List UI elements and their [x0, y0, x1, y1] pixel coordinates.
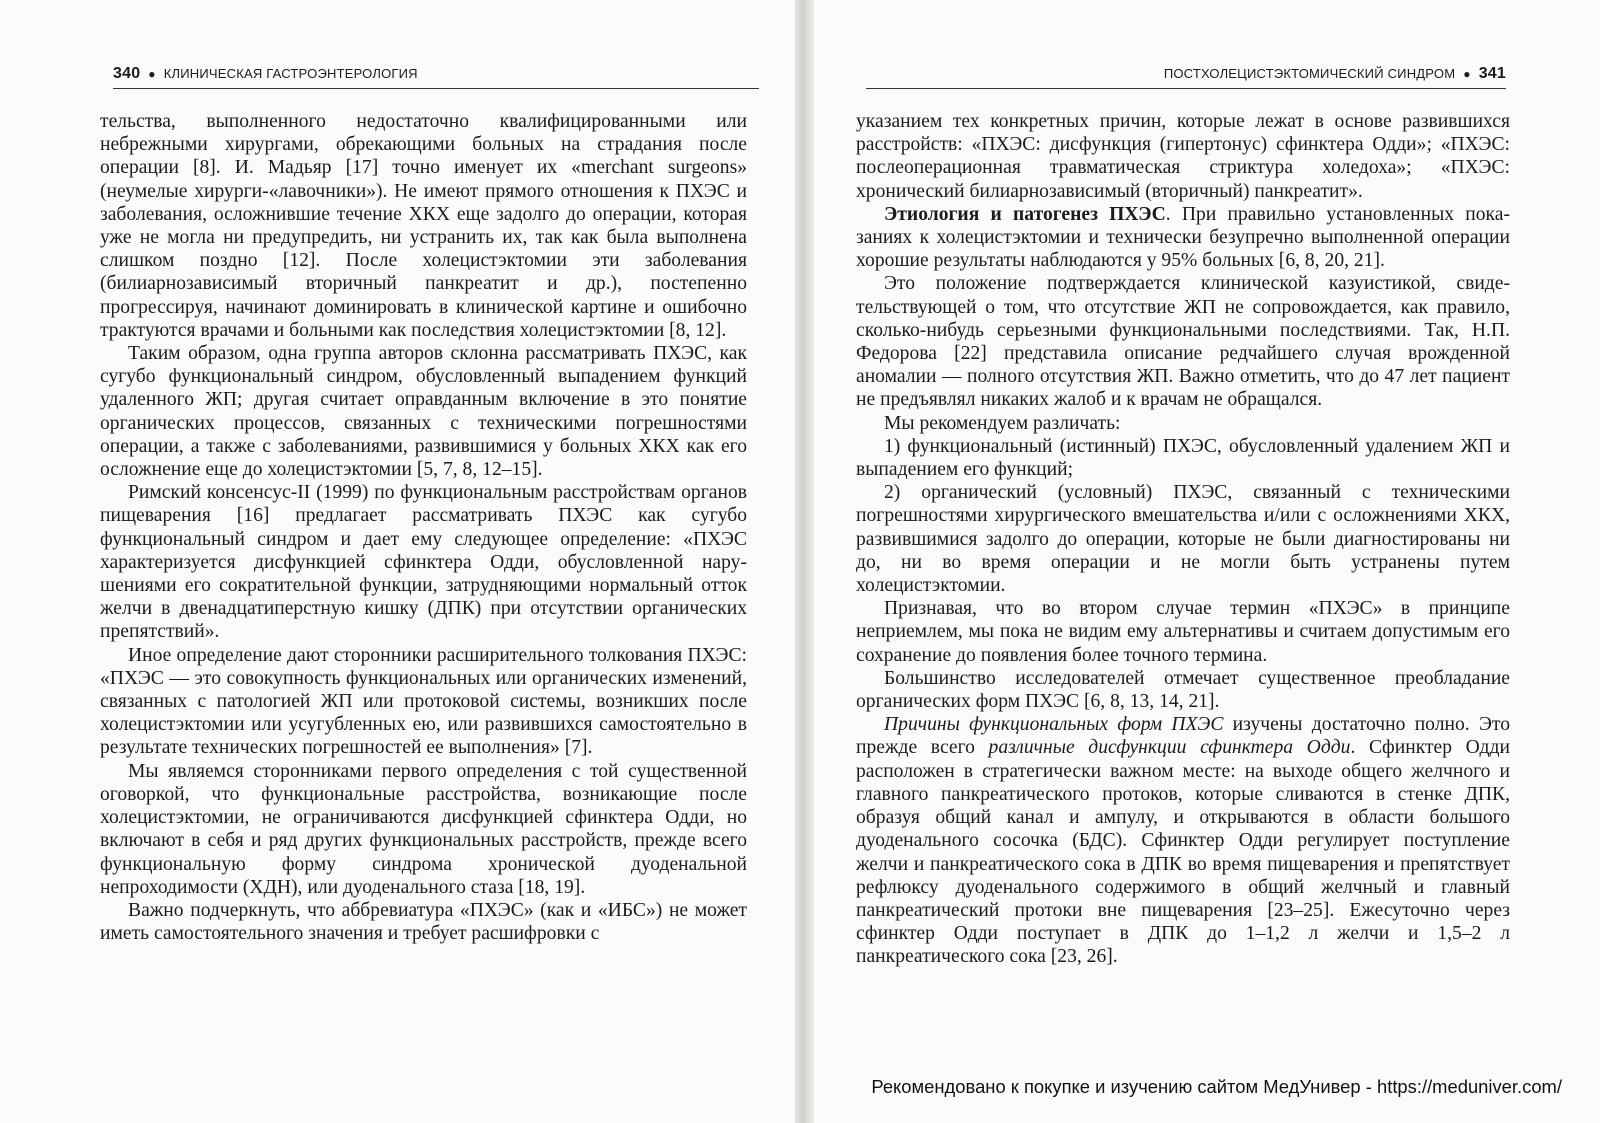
paragraph [856, 713, 1510, 968]
italic-phrase: Причины функциональных форм ПХЭС [884, 714, 1224, 736]
left-body-text [100, 110, 747, 945]
list-item: 1) функциональный (истинный) ПХЭС, обусловленный удалением ЖП и выпадением его функций; [856, 435, 1510, 481]
right-running-head [866, 58, 1506, 89]
right-page [814, 0, 1600, 1123]
book-gutter [795, 0, 814, 1123]
paragraph-text: . Сфинктер Одди расположен в стратегически важном месте: на выходе общего желчного и главного панкреатического протоков, которые сливаются в стенке ДПК, образуя общий канал и ампулу, и открываются в области большого дуоденального сосочка (БДС). Сфинктер Одди регулирует поступление желчи и панкреатического сока в ДПК во время пищеварения и препятствует рефлюксу дуоденального содержимого в общий желчный и главный панкреатический протоки вне пищеварения [23–25]. Ежесуточно через сфинктер Одди поступает в ДПК до 1–1,2 л желчи и 1,5–2 л панкреатического сока [23, 26]. [856, 737, 1510, 968]
paragraph [856, 203, 1510, 273]
paragraph: Мы являемся сторонниками первого определения с той существенной оговоркой, что функциональные расстройства, возникающие после холецистэктомии, не ограничиваются дисфункцией сфинктера Одди, но включают в себя и ряд других функциональных расстройств, прежде всего функциональную форму синдрома хронической дуоденальной непроходимости (ХДН), или дуоденального стаза [18, 19]. [100, 760, 747, 898]
header-bullet: ● [148, 67, 156, 81]
left-page [0, 0, 795, 1123]
list-item: 2) органический (условный) ПХЭС, связанный с техническими погрешностями хирургического вмешательства и/или с осложнениями ХКХ, развившимися задолго до операции, которые не были диагностированы ни до, ни во время операции и не могли быть устранены путем холецистэктомии. [856, 482, 1510, 597]
paragraph: Признавая, что во втором случае термин «ПХЭС» в принципе неприемлем, мы пока не видим ему альтернативы и считаем допустимым его сохранение до появления более точного термина. [856, 598, 1510, 666]
left-page-number: 340 [113, 65, 141, 82]
right-page-number: 341 [1478, 65, 1506, 82]
paragraph: Большинство исследователей отмечает существенное преобладание органических форм ПХЭС [6, 8, 13, 14, 21]. [856, 667, 1510, 713]
paragraph-text: . При правильно установленных показаниях к холецистэктомии и технически безупречно выполненной операции хорошие результаты наблюдаются у 95% больных [6, 8, 20, 21]. [856, 203, 1511, 272]
paragraph: тельства, выполненного недостаточно квалифицированными или небрежными хирургами, обрекающими больных на страдания после операции [8]. И. Мадьяр [17] точно именует их «merchant surgeons» (неумелые хирурги-«лавочники»). Не имеют прямого отношения к ПХЭС и заболевания, осложнившие течение ХКХ еще задолго до операции, которая уже не могла ни предупредить, ни устранить их, так как была выполнена слишком поздно [12]. После холецистэктомии эти заболевания (билиарнозависимый вторичный панкреатит и др.), постепенно прогрессируя, начинают доминировать в клинической картине и ошибочно трактуются врачами и больными как последствия холецистэктомии [8, 12]. [100, 111, 747, 341]
left-running-head [113, 58, 759, 89]
paragraph: указанием тех конкретных причин, которые лежат в основе развившихся расстройств: «ПХЭС: дисфункция (гипертонус) сфинктера Одди»; «ПХЭС: послеоперационная травматическая стриктура холедоха»; «ПХЭС: хронический билиарнозависимый (вторичный) панкреатит». [856, 111, 1510, 202]
section-heading: Этиология и патогенез ПХЭС [884, 203, 1166, 225]
header-bullet: ● [1463, 67, 1471, 81]
italic-phrase: различные дисфункции сфинктера Одди [988, 737, 1351, 759]
paragraph: Это положение подтверждается клинической казуистикой, свидетельствующей о том, что отсутствие ЖП не сопровождается, как правило, сколько-нибудь серьезными функциональными последствиями. Так, Н.П. Федорова [22] представила описание редчайшего случая врожденной аномалии — полного отсутствия ЖП. Важно отметить, что до 47 лет пациент не предъявлял никаких жалоб и к врачам не обращался. [856, 273, 1510, 411]
paragraph: Таким образом, одна группа авторов склонна рассматривать ПХЭС, как сугубо функциональный синдром, обусловленный выпадением функций удаленного ЖП; другая считает оправданным включение в это понятие органических процессов, связанных с техническими погрешностями операции, а также с заболеваниями, развившимися у больных ХКХ как его осложнение еще до холецистэктомии [5, 7, 8, 12–15]. [100, 343, 747, 481]
right-body-text [856, 110, 1510, 969]
paragraph: Римский консенсус-II (1999) по функциональным расстройствам органов пищеварения [16] предлагает рассматривать ПХЭС как сугубо функциональный синдром и дает ему следующее определение: «ПХЭС характеризуется дисфункцией сфинктера Одди, обусловленной нарушениями его сократительной функции, затрудняющими нормальный отток желчи в двенадцатиперстную кишку (ДПК) при отсутствии органических препятствий». [100, 482, 747, 643]
paragraph-text: изучены достаточно полно. Это прежде всего [856, 714, 1510, 759]
left-running-title: КЛИНИЧЕСКАЯ ГАСТРОЭНТЕРОЛОГИЯ [163, 66, 418, 81]
paragraph: Иное определение дают сторонники расширительного толкования ПХЭС: «ПХЭС — это совокупность функциональных или органических изменений, связанных с патологией ЖП или протоковой системы, возникших после холецистэктомии или усугубленных ею, или развившихся самостоятельно в результате технических погрешностей ее выполнения» [7]. [100, 644, 747, 759]
paragraph: Важно подчеркнуть, что аббревиатура «ПХЭС» (как и «ИБС») не может иметь самостоятельного значения и требует расшифровки с [100, 899, 747, 945]
paragraph: Мы рекомендуем различать: [884, 412, 1121, 434]
watermark-text: Рекомендовано к покупке и изучению сайтом МедУнивер - https://meduniver.com/ [871, 1076, 1562, 1097]
right-running-title: ПОСТХОЛЕЦИСТЭКТОМИЧЕСКИЙ СИНДРОМ [1163, 66, 1456, 81]
